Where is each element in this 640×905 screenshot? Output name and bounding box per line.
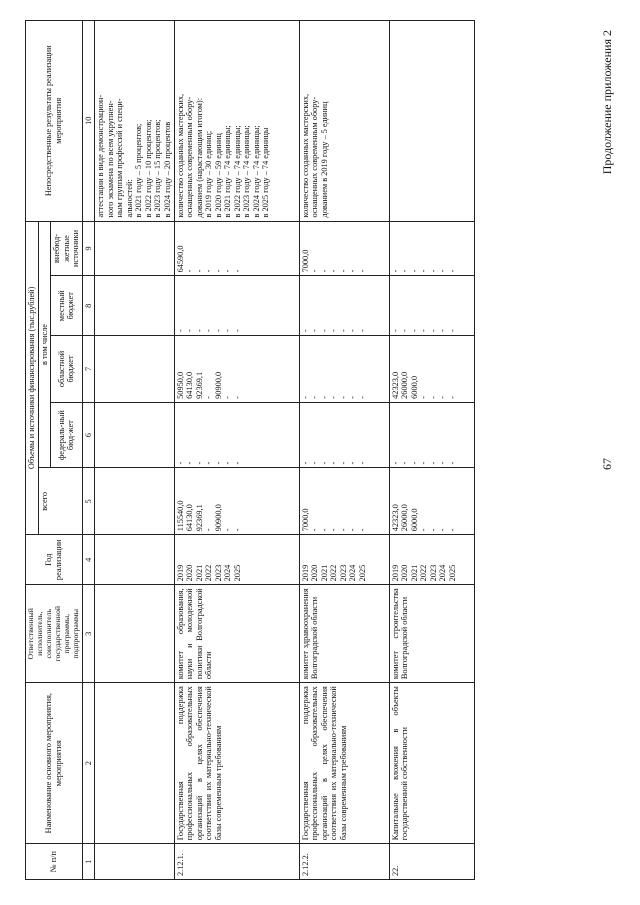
total-value: - xyxy=(223,528,233,532)
header-num: № п/п xyxy=(26,844,83,880)
local-value: - xyxy=(400,329,410,333)
carry-over-results xyxy=(95,21,174,222)
year-value: 2023 xyxy=(213,564,223,582)
result-line: оснащенных современным обору- xyxy=(185,96,195,218)
year-value: 2021 xyxy=(409,564,419,582)
local-value: - xyxy=(348,329,358,333)
federal-value: - xyxy=(419,461,429,465)
federal-value: - xyxy=(338,461,348,465)
row-results xyxy=(174,21,299,222)
regional-value: - xyxy=(300,396,310,399)
header-extra: внебюд-жетные источники xyxy=(51,221,83,276)
total-value: - xyxy=(348,528,358,532)
federal-value: - xyxy=(447,461,457,465)
federal-value: - xyxy=(223,461,233,465)
federal-value: - xyxy=(319,461,329,465)
regional-value: - xyxy=(319,396,329,399)
year-value: 2021 xyxy=(319,564,329,582)
row-results xyxy=(299,21,389,222)
result-line: количество созданных мастерских, xyxy=(175,93,185,218)
row-regional xyxy=(299,336,389,403)
total-value: - xyxy=(419,528,429,532)
regional-value: - xyxy=(357,396,367,399)
regional-value: - xyxy=(310,396,320,399)
year-value: 2025 xyxy=(447,564,457,582)
row-total xyxy=(389,468,474,535)
regional-value: 50950,0 xyxy=(175,371,185,399)
col-number: 2 xyxy=(82,683,95,844)
total-value: - xyxy=(204,528,214,532)
federal-value: - xyxy=(390,461,400,465)
federal-value: - xyxy=(409,461,419,465)
federal-value: - xyxy=(213,461,223,465)
local-value: - xyxy=(185,329,195,333)
row-total xyxy=(299,468,389,535)
regional-value: - xyxy=(232,396,242,399)
year-value: 2020 xyxy=(185,564,195,582)
row-extra xyxy=(174,221,299,276)
year-value: 2023 xyxy=(338,564,348,582)
row-regional xyxy=(389,336,474,403)
extra-value: - xyxy=(310,269,320,273)
total-value: 92369,1 xyxy=(194,504,204,532)
header-executor: Ответственный исполнитель, соисполнитель государственной программы, подпрограммы xyxy=(26,585,83,683)
result-line: оснащенных современным обору- xyxy=(310,96,320,218)
header-local: местный бюджет xyxy=(51,276,83,336)
federal-value: - xyxy=(204,461,214,465)
federal-value: - xyxy=(310,461,320,465)
regional-value: 6000,0 xyxy=(409,376,419,399)
header-results: Непосредственные результаты реализации мероприятия xyxy=(26,21,83,222)
row-extra xyxy=(389,221,474,276)
year-value: 2020 xyxy=(400,564,410,582)
local-value: - xyxy=(194,329,204,333)
col-number: 3 xyxy=(82,585,95,683)
col-number: 4 xyxy=(82,535,95,585)
total-value: 7000,0 xyxy=(300,508,310,532)
table-row xyxy=(299,21,389,880)
result-line: дованием в 2019 году – 5 единиц xyxy=(319,101,329,218)
row-federal xyxy=(299,402,389,468)
federal-value: - xyxy=(175,461,185,465)
col-number: 1 xyxy=(82,844,95,880)
row-executor: комитет здравоохранения Волгоградской области xyxy=(299,585,389,683)
header-including: в том числе xyxy=(38,221,51,468)
local-value: - xyxy=(438,329,448,333)
regional-value: 64130,0 xyxy=(185,371,195,399)
federal-value: - xyxy=(438,461,448,465)
total-value: - xyxy=(428,528,438,532)
result-line: в 2023 году – 15 процентов; xyxy=(153,119,163,218)
extra-value: - xyxy=(409,269,419,273)
local-value: - xyxy=(232,329,242,333)
col-number: 8 xyxy=(82,276,95,336)
result-line: в 2019 году – 30 единиц; xyxy=(204,130,214,218)
result-line: в 2024 году – 74 единицы; xyxy=(251,125,261,218)
year-value: 2020 xyxy=(310,564,320,582)
extra-value: - xyxy=(204,269,214,273)
federal-value: - xyxy=(357,461,367,465)
local-value: - xyxy=(390,329,400,333)
year-value: 2024 xyxy=(438,564,448,582)
total-value: - xyxy=(447,528,457,532)
result-line: в 2022 году – 74 единицы; xyxy=(232,125,242,218)
extra-value: 64590,0 xyxy=(175,245,185,273)
federal-value: - xyxy=(300,461,310,465)
row-number: 2.12.2. xyxy=(299,844,389,880)
year-value: 2019 xyxy=(175,564,185,582)
extra-value: - xyxy=(223,269,233,273)
federal-value: - xyxy=(194,461,204,465)
header-funding: Объемы и источники финансирования (тыс.рублей) xyxy=(26,221,39,535)
year-value: 2025 xyxy=(357,564,367,582)
result-line: дованием (нарастающим итогом): xyxy=(194,97,204,218)
result-line: ным группам профессий и специ- xyxy=(115,98,125,218)
extra-value: - xyxy=(185,269,195,273)
year-value: 2019 xyxy=(390,564,400,582)
result-line: в 2023 году – 74 единицы; xyxy=(242,125,252,218)
row-name: Государственная поддержка профессиональных образовательных организаций в целях обеспечения соответствия их материально-технической базы современным требованиям xyxy=(299,683,389,844)
row-number: 2.12.1. xyxy=(174,844,299,880)
result-line: в 2021 году – 74 единицы; xyxy=(223,125,233,218)
total-value: - xyxy=(319,528,329,532)
total-value: 64130,0 xyxy=(185,504,195,532)
col-number: 5 xyxy=(82,468,95,535)
regional-value: - xyxy=(447,396,457,399)
result-line: аттестации в виде демонстрацион- xyxy=(96,94,106,218)
col-number: 6 xyxy=(82,402,95,468)
table-row xyxy=(389,21,474,880)
local-value: - xyxy=(338,329,348,333)
row-federal xyxy=(389,402,474,468)
total-value: - xyxy=(310,528,320,532)
extra-value: - xyxy=(428,269,438,273)
row-federal xyxy=(174,402,299,468)
extra-value: - xyxy=(419,269,429,273)
row-years xyxy=(174,535,299,585)
regional-value: - xyxy=(438,396,448,399)
col-number: 9 xyxy=(82,221,95,276)
row-local xyxy=(174,276,299,336)
row-results xyxy=(389,21,474,222)
regional-value: 26000,0 xyxy=(400,371,410,399)
header-regional: областной бюджет xyxy=(51,336,83,403)
regional-value: - xyxy=(348,396,358,399)
regional-value: 42323,0 xyxy=(390,371,400,399)
extra-value: - xyxy=(348,269,358,273)
extra-value: 7000,0 xyxy=(300,249,310,273)
row-years xyxy=(389,535,474,585)
local-value: - xyxy=(419,329,429,333)
result-line: количество созданных мастерских, xyxy=(300,93,310,218)
year-value: 2022 xyxy=(204,564,214,582)
local-value: - xyxy=(329,329,339,333)
total-value: - xyxy=(329,528,339,532)
row-local xyxy=(389,276,474,336)
carry-over-row xyxy=(95,21,174,880)
year-value: 2021 xyxy=(194,564,204,582)
local-value: - xyxy=(213,329,223,333)
year-value: 2025 xyxy=(232,564,242,582)
table-row xyxy=(174,21,299,880)
extra-value: - xyxy=(400,269,410,273)
local-value: - xyxy=(223,329,233,333)
year-value: 2019 xyxy=(300,564,310,582)
regional-value: 90900,0 xyxy=(213,371,223,399)
total-value: - xyxy=(232,528,242,532)
row-years xyxy=(299,535,389,585)
program-table xyxy=(25,20,475,880)
col-number: 10 xyxy=(82,21,95,222)
result-line: в 2024 году – 20 процентов xyxy=(162,121,172,218)
continuation-label: Продолжение приложения 2 xyxy=(600,30,614,175)
extra-value: - xyxy=(390,269,400,273)
total-value: 90900,0 xyxy=(213,504,223,532)
extra-value: - xyxy=(438,269,448,273)
extra-value: - xyxy=(213,269,223,273)
header-total: всего xyxy=(38,468,82,535)
total-value: - xyxy=(438,528,448,532)
total-value: 115540,0 xyxy=(175,500,185,532)
rotated-content xyxy=(20,20,620,890)
row-name: Государственная поддержка профессиональных образовательных организаций в целях обеспечения соответствия их материально-технической базы современным требованиям xyxy=(174,683,299,844)
local-value: - xyxy=(310,329,320,333)
year-value: 2022 xyxy=(419,564,429,582)
regional-value: - xyxy=(223,396,233,399)
extra-value: - xyxy=(329,269,339,273)
row-executor: комитет образования, науки и молодежной политики Волгоградской области xyxy=(174,585,299,683)
year-value: 2022 xyxy=(329,564,339,582)
page-number: 67 xyxy=(600,458,614,470)
extra-value: - xyxy=(232,269,242,273)
header-federal: федераль-ный бюд-жет xyxy=(51,402,83,468)
local-value: - xyxy=(300,329,310,333)
result-line: альностей: xyxy=(124,179,134,218)
total-value: 6000,0 xyxy=(409,508,419,532)
extra-value: - xyxy=(194,269,204,273)
local-value: - xyxy=(204,329,214,333)
row-executor: комитет строительства Волгоградской области xyxy=(389,585,474,683)
extra-value: - xyxy=(357,269,367,273)
total-value: - xyxy=(338,528,348,532)
row-local xyxy=(299,276,389,336)
extra-value: - xyxy=(447,269,457,273)
col-number: 7 xyxy=(82,336,95,403)
row-total xyxy=(174,468,299,535)
total-value: 42323,0 xyxy=(390,504,400,532)
extra-value: - xyxy=(338,269,348,273)
local-value: - xyxy=(175,329,185,333)
result-line: ного экзамена по всем укрупнен- xyxy=(105,100,115,218)
local-value: - xyxy=(319,329,329,333)
regional-value: - xyxy=(419,396,429,399)
federal-value: - xyxy=(329,461,339,465)
row-name: Капитальные вложения в объекты государственной собственности xyxy=(389,683,474,844)
result-line: в 2020 году – 59 единиц xyxy=(213,133,223,218)
local-value: - xyxy=(447,329,457,333)
header-year: Год реализации xyxy=(26,535,83,585)
local-value: - xyxy=(428,329,438,333)
local-value: - xyxy=(357,329,367,333)
total-value: 26000,0 xyxy=(400,504,410,532)
federal-value: - xyxy=(185,461,195,465)
federal-value: - xyxy=(348,461,358,465)
result-line: в 2022 году – 10 процентов; xyxy=(143,119,153,218)
row-number: 22. xyxy=(389,844,474,880)
local-value: - xyxy=(409,329,419,333)
federal-value: - xyxy=(400,461,410,465)
result-line: в 2021 году – 5 процентов; xyxy=(134,123,144,218)
regional-value: - xyxy=(338,396,348,399)
year-value: 2024 xyxy=(223,564,233,582)
year-value: 2023 xyxy=(428,564,438,582)
federal-value: - xyxy=(232,461,242,465)
year-value: 2024 xyxy=(348,564,358,582)
regional-value: - xyxy=(428,396,438,399)
total-value: - xyxy=(357,528,367,532)
extra-value: - xyxy=(319,269,329,273)
row-regional xyxy=(174,336,299,403)
header-name: Наименование основного мероприятия, мероприятия xyxy=(26,683,83,844)
regional-value: - xyxy=(329,396,339,399)
regional-value: - xyxy=(204,396,214,399)
result-line: в 2025 году – 74 единицы xyxy=(261,127,271,218)
federal-value: - xyxy=(428,461,438,465)
regional-value: 92369,1 xyxy=(194,371,204,399)
row-extra xyxy=(299,221,389,276)
